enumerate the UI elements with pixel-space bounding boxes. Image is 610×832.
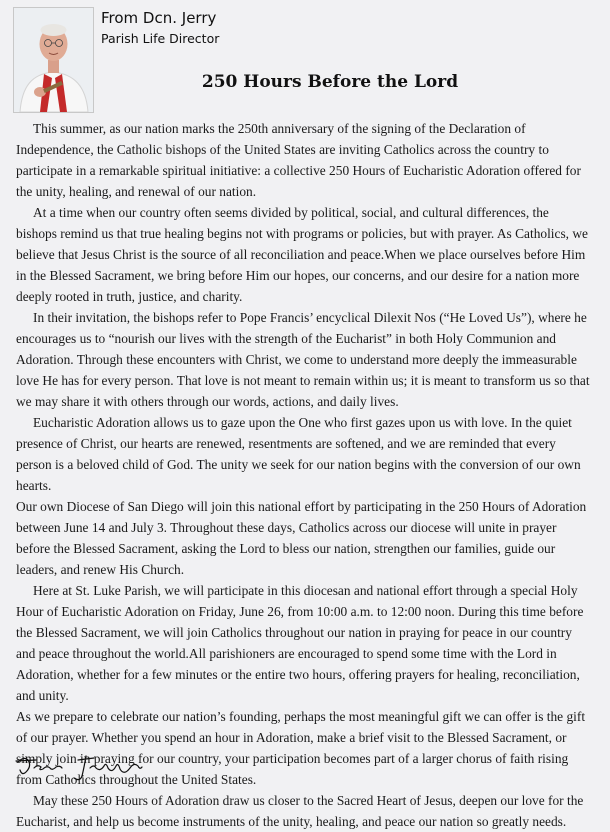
author-role: Parish Life Director: [101, 31, 220, 46]
paragraph-2: At a time when our country often seems divided by political, social, and cultural differences, the bishops remind us that true healing begins not with programs or policies, but with prayer. As Catholics, we believe that Jesus Christ is the source of all reconciliation and peace.When we place ourselves before Him in the Blessed Sacrament, we bring before Him our hopes, our concerns, and our desire for a nation more deeply rooted in truth, justice, and charity.: [16, 205, 588, 304]
paragraph-5: Our own Diocese of San Diego will join this national effort by participating in the 250 Hours of Adoration between June 14 and July 3. Throughout these days, Catholics across our diocese will unite in prayer before the Blessed Sacrament, asking the Lord to bless our nation, strengthen our families, guide our leaders, and renew His Church.: [16, 499, 587, 577]
article-body: [16, 118, 592, 832]
paragraph-6: Here at St. Luke Parish, we will participate in this diocesan and national effort through a special Holy Hour of Eucharistic Adoration on Friday, June 26, from 10:00 a.m. to 12:00 noon. During this time before the Blessed Sacrament, we will join Catholics throughout our nation in praying for peace in our country and peace throughout the world.All parishioners are encouraged to spend some time with the Lord in Adoration, whether for a few minutes or the entire two hours, offering prayers for healing, reconciliation, and unity.: [16, 583, 584, 703]
paragraph-7: As we prepare to celebrate our nation’s founding, perhaps the most meaningful gift we can offer is the gift of our prayer. Whether you spend an hour in Adoration, make a brief visit to the Blessed Sacrament, or simply join in praying for our country, your participation becomes part of a larger chorus of faith rising from Catholics throughout the United States.: [16, 709, 586, 787]
signature: [14, 752, 150, 782]
paragraph-3: In their invitation, the bishops refer to Pope Francis’ encyclical Dilexit Nos (“He Loved Us”), where he encourages us to “nourish our lives with the strength of the Eucharist” in both Holy Communion and Adoration. Through these encounters with Christ, we come to understand more deeply the immeasurable love He has for every person. That love is not meant to remain within us; it is meant to transform us so that we may share it with others through our words, actions, and daily lives.: [16, 310, 590, 409]
paragraph-1: This summer, as our nation marks the 250th anniversary of the signing of the Declaration of Independence, the Catholic bishops of the United States are inviting Catholics across the country to participate in a remarkable spiritual initiative: a collective 250 Hours of Eucharistic Adoration offered for the unity, healing, and renewal of our nation.: [16, 121, 581, 199]
paragraph-8: May these 250 Hours of Adoration draw us closer to the Sacred Heart of Jesus, deepen our love for the Eucharist, and help us become instruments of the unity, healing, and peace our nation so greatly needs.: [16, 793, 584, 829]
author-photo: [13, 7, 94, 113]
paragraph-4: Eucharistic Adoration allows us to gaze upon the One who first gazes upon us with love. In the quiet presence of Christ, our hearts are renewed, resentments are softened, and we are reminded that every person is a beloved child of God. The unity we seek for our nation begins with the conversion of our own hearts.: [16, 415, 581, 493]
author-name: From Dcn. Jerry: [101, 9, 217, 27]
article-title: 250 Hours Before the Lord: [201, 72, 459, 92]
